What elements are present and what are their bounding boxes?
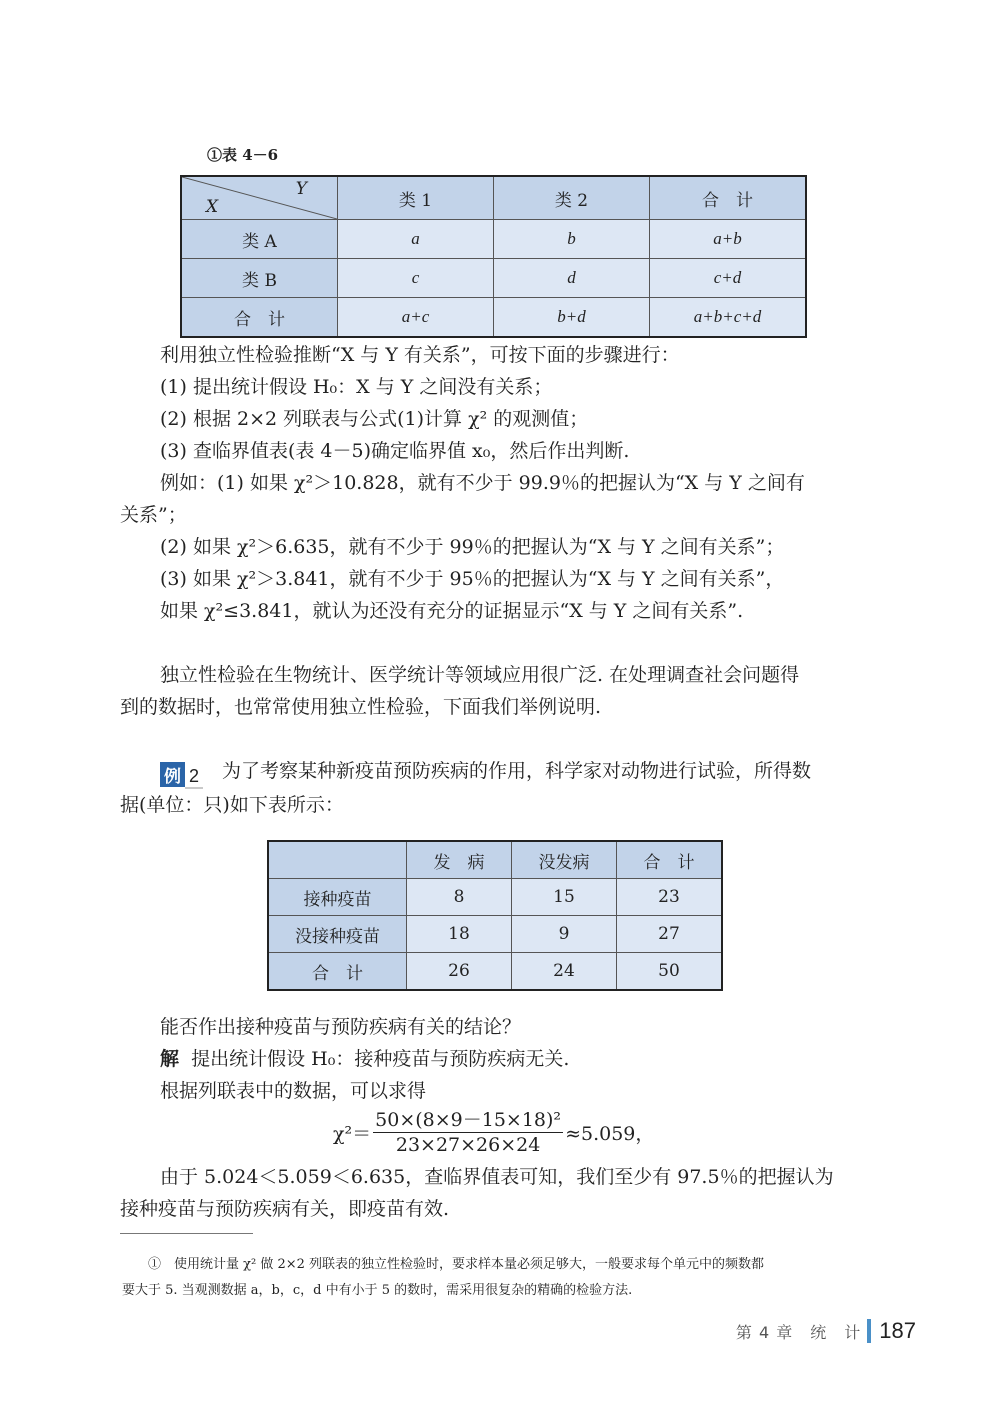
calc-intro: 根据列联表中的数据，可以求得	[160, 1080, 427, 1102]
col-header: 发 病	[407, 841, 512, 879]
table-cell: 27	[617, 916, 723, 953]
table-row	[181, 259, 806, 298]
formula-rhs: ≈5.059，	[565, 1123, 655, 1145]
col-header: 合 计	[617, 841, 723, 879]
table-cell: a+c	[338, 298, 494, 338]
solution-line	[160, 1044, 569, 1074]
col-header: 合 计	[650, 176, 807, 220]
table-caption: ①表 4－6	[207, 146, 279, 164]
intro-paragraph: 利用独立性检验推断“X 与 Y 有关系”，可按下面的步骤进行：	[160, 344, 680, 366]
table-header-row	[268, 841, 722, 879]
example-line-4: 如果 χ²≤3.841，就认为还没有充分的证据显示“X 与 Y 之间有关系”.	[160, 600, 744, 622]
vaccine-contingency-table	[267, 840, 723, 991]
table-cell: 18	[407, 916, 512, 953]
table-cell: c+d	[650, 259, 807, 298]
table-row	[181, 298, 806, 338]
footnote	[122, 1252, 764, 1304]
table-row	[268, 916, 722, 953]
formula-numerator: 50×(8×9－15×18)²	[375, 1109, 562, 1131]
corner-cell	[181, 176, 338, 220]
table-cell: b	[494, 220, 650, 259]
chi-square-formula	[333, 1108, 654, 1157]
row-header: 合 计	[181, 298, 338, 338]
table-header-row	[181, 176, 806, 220]
conclusion-cont: 接种疫苗与预防疾病有关，即疫苗有效.	[120, 1198, 450, 1220]
table-cell: a+b+c+d	[650, 298, 807, 338]
table-cell: 8	[407, 879, 512, 916]
question: 能否作出接种疫苗与预防疾病有关的结论？	[160, 1016, 522, 1038]
example-statement-cont: 据(单位：只)如下表所示：	[120, 794, 344, 816]
example-statement: 为了考察某种新疫苗预防疾病的作用，科学家对动物进行试验，所得数	[222, 760, 812, 782]
table-cell: 15	[512, 879, 617, 916]
row-var-label: X	[206, 197, 219, 217]
paragraph-2: 独立性检验在生物统计、医学统计等领域应用很广泛. 在处理调查社会问题得	[160, 664, 800, 686]
table-row	[268, 953, 722, 991]
col-header: 类 1	[338, 176, 494, 220]
example-line-1: 例如：(1) 如果 χ²＞10.828，就有不少于 99.9％的把握认为“X 与 Y 之间有	[160, 472, 805, 494]
example-line-3: (3) 如果 χ²＞3.841，就有不少于 95％的把握认为“X 与 Y 之间有关系”，	[160, 568, 785, 590]
conclusion: 由于 5.024＜5.059＜6.635，查临界值表可知，我们至少有 97.5％的把握认为	[160, 1166, 834, 1188]
footnote-divider	[120, 1233, 253, 1234]
page-footer	[736, 1318, 916, 1344]
corner-cell	[268, 841, 407, 879]
formula-lhs: χ²＝	[333, 1123, 372, 1145]
footer-divider-bar	[867, 1319, 871, 1343]
table-row	[268, 879, 722, 916]
chapter-title: 第 4 章 统 计	[735, 1322, 862, 1342]
example-number: 2	[185, 766, 203, 789]
table-cell: d	[494, 259, 650, 298]
footnote-line-2: 要大于 5. 当观测数据 a，b，c，d 中有小于 5 的数时，需采用很复杂的精确的检验方法.	[122, 1283, 633, 1298]
solution-text: 提出统计假设 H₀：接种疫苗与预防疾病无关.	[191, 1048, 570, 1070]
example-line-1-cont: 关系”；	[120, 504, 187, 526]
row-header: 类 B	[181, 259, 338, 298]
row-header: 接种疫苗	[268, 879, 407, 916]
formula-fraction	[373, 1108, 563, 1157]
example-badge	[160, 762, 203, 789]
step-2: (2) 根据 2×2 列联表与公式(1)计算 χ² 的观测值；	[160, 408, 589, 430]
example-label: 例	[160, 762, 185, 787]
table-cell: a+b	[650, 220, 807, 259]
table-cell: a	[338, 220, 494, 259]
table-cell: 24	[512, 953, 617, 991]
table-cell: 23	[617, 879, 723, 916]
example-line-2: (2) 如果 χ²＞6.635，就有不少于 99％的把握认为“X 与 Y 之间有关系”；	[160, 536, 785, 558]
table-cell: 26	[407, 953, 512, 991]
table-cell: c	[338, 259, 494, 298]
solution-label: 解	[160, 1048, 180, 1070]
page-number: 187	[879, 1318, 916, 1343]
row-header: 没接种疫苗	[268, 916, 407, 953]
table-cell: 9	[512, 916, 617, 953]
col-header: 类 2	[494, 176, 650, 220]
row-header: 类 A	[181, 220, 338, 259]
col-var-label: Y	[295, 179, 307, 199]
table-row	[181, 220, 806, 259]
step-1: (1) 提出统计假设 H₀：X 与 Y 之间没有关系；	[160, 376, 553, 398]
contingency-table-general	[180, 175, 807, 338]
col-header: 没发病	[512, 841, 617, 879]
footnote-line-1: ① 使用统计量 χ² 做 2×2 列联表的独立性检验时，要求样本量必须足够大，一般要求每个单元中的频数都	[148, 1257, 765, 1272]
row-header: 合 计	[268, 953, 407, 991]
formula-denominator: 23×27×26×24	[395, 1134, 541, 1156]
table-cell: 50	[617, 953, 723, 991]
table-cell: b+d	[494, 298, 650, 338]
paragraph-2-cont: 到的数据时，也常常使用独立性检验，下面我们举例说明.	[120, 696, 602, 718]
step-3: (3) 查临界值表(表 4－5)确定临界值 x₀，然后作出判断.	[160, 440, 630, 462]
